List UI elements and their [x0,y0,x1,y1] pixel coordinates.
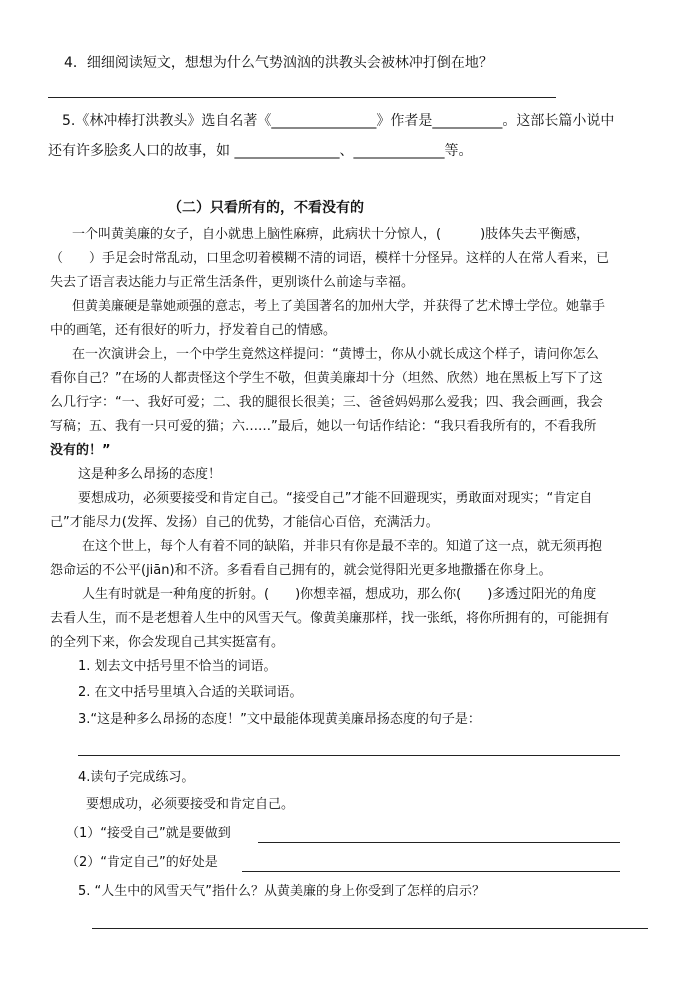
passage-line: 失去了语言表达能力与正常生活条件，更别谈什么前途与幸福。 [50,275,415,290]
passage-line: 一个叫黄美廉的女子，自小就患上脑性麻痹，此病状十分惊人，( )肢体失去平衡感， [72,227,590,242]
passage-line: 看你自己？”在场的人都责怪这个学生不敬，但黄美廉却十分（坦然、欣然）地在黑板上写下了这 [50,371,603,386]
question-4-part-2: （2）“肯定自己”的好处是 [66,855,218,870]
answer-line-q4-1[interactable] [258,842,620,843]
passage-line: 要想成功，必须要接受和肯定自己。“接受自己”才能不回避现实，勇敢面对现实；“肯定自 [78,491,593,506]
question-5-top-line2: 还有许多脍炙人口的故事，如 _______________、_____________等。 [48,143,473,159]
passage-line: （ ）手足会时常乱动，口里念叨着模糊不清的词语，模样十分怪异。这样的人在常人看来，已 [50,251,610,266]
question-5-top-line1: 5.《林冲棒打洪教头》选自名著《_______________》作者是__________。这部长篇小说中 [62,113,615,129]
passage-line: 己”才能尽力(发挥、发扬）自己的优势，才能信心百倍，充满活力。 [50,515,439,530]
passage-line: 么几行字：“一、我好可爱；二、我的腿很长很美；三、爸爸妈妈那么爱我；四、我会画画，我会 [50,395,603,410]
question-2: 2. 在文中括号里填入合适的关联词语。 [78,685,303,700]
question-4-part-1: （1）“接受自己”就是要做到 [66,826,231,841]
question-1: 1. 划去文中括号里不恰当的词语。 [78,659,277,674]
answer-line-q4-top[interactable] [48,97,556,98]
answer-line-q5[interactable] [92,928,648,929]
question-5: 5. “人生中的风雪天气”指什么？从黄美廉的身上你受到了怎样的启示？ [78,884,486,899]
passage-line: 在一次演讲会上，一个中学生竟然这样提问：“黄博士，你从小就长成这个样子，请问你怎么 [72,347,599,362]
answer-line-q3[interactable] [78,755,620,756]
question-3: 3.“这是种多么昂扬的态度！”文中最能体现黄美廉昂扬态度的句子是： [78,712,481,727]
question-4: 4.读句子完成练习。 [78,770,195,785]
passage-line: 但黄美廉硬是靠她顽强的意志，考上了美国著名的加州大学，并获得了艺术博士学位。她靠手 [72,299,606,314]
passage-line: 没有的！” [50,443,111,458]
passage-line: 写稿；五、我有一只可爱的猫；六……”最后，她以一句话作结论：“我只看我所有的，不看我所 [50,419,597,434]
passage-line: 中的画笔，还有很好的听力，抒发着自己的情感。 [50,323,337,338]
section-title: （二）只看所有的，不看没有的 [168,200,364,216]
passage-line: 的全列下来，你会发现自己其实挺富有。 [50,635,285,650]
passage-line: 怨命运的不公平(jiān)和不济。多看看自己拥有的，就会觉得阳光更多地撒播在你身上。 [50,563,552,578]
passage-line: 这是种多么昂扬的态度！ [78,467,222,482]
answer-line-q4-2[interactable] [242,871,620,872]
passage-line: 人生有时就是一种角度的折射。( )你想幸福，想成功，那么你( )多透过阳光的角度 [82,587,597,602]
passage-line: 在这个世上，每个人有着不同的缺陷，并非只有你是最不幸的。知道了这一点，就无须再抱 [82,539,603,554]
question-4-sentence: 要想成功，必须要接受和肯定自己。 [86,797,295,812]
passage-line: 去看人生，而不是老想着人生中的风雪天气。像黄美廉那样，找一张纸，将你所拥有的，可能拥有 [50,611,610,626]
question-4-top: 4．细细阅读短文，想想为什么气势汹汹的洪教头会被林冲打倒在地？ [64,55,493,71]
